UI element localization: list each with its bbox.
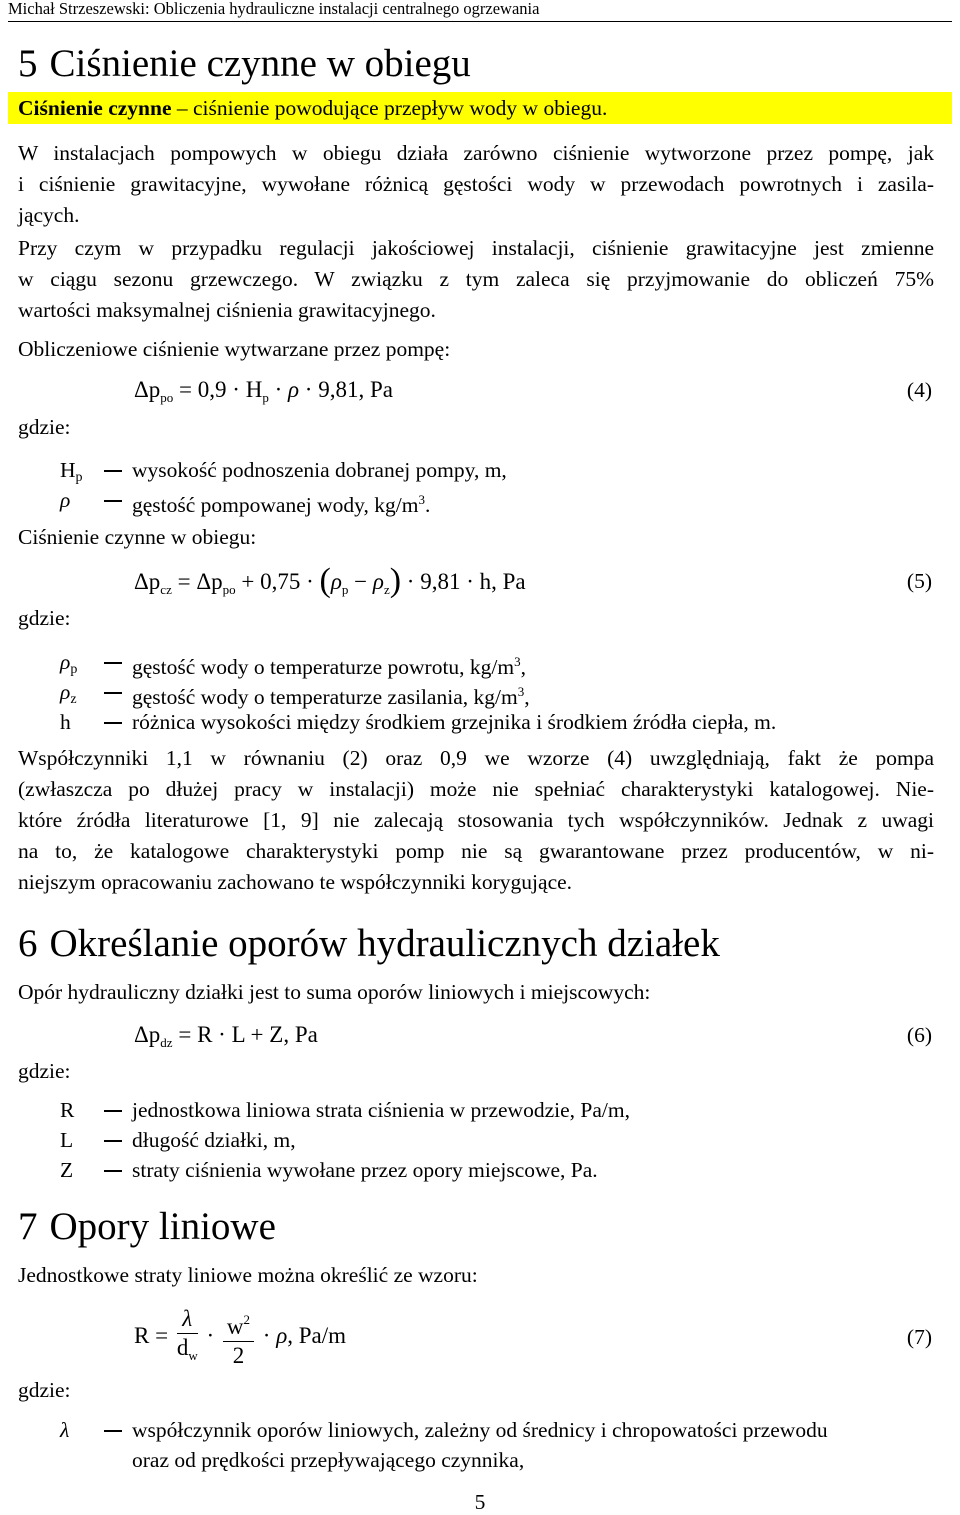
- gdzie-label: gdzie:: [18, 1059, 71, 1083]
- coefficient: 0,75: [260, 569, 301, 594]
- variable: R: [197, 1022, 213, 1047]
- definition-text: oraz od prędkości przepływającego czynnika,: [132, 1448, 525, 1472]
- variable: p: [148, 1022, 161, 1047]
- paragraph-line: W instalacjach pompowych w obiegu działa zarówno ciśnienie wytworzone przez pompę, jak: [18, 141, 934, 165]
- definition-symbol: [60, 485, 70, 515]
- lambda-symbol: λ: [182, 1306, 193, 1331]
- text: .: [424, 493, 431, 517]
- equation-number: (6): [906, 1023, 932, 1047]
- operator: ·: [304, 377, 313, 402]
- dash: [104, 722, 122, 724]
- equation-7: [134, 1305, 346, 1370]
- dash: [104, 1140, 122, 1142]
- paragraph-line: Współczynniki 1,1 w równaniu (2) oraz 0,9 we wzorze (4) uwzględniają, fakt że pompa: [18, 746, 934, 770]
- symbol-text: ρ: [60, 680, 71, 704]
- variable: p: [211, 569, 223, 594]
- equation-4: [134, 375, 393, 413]
- rho-symbol: ρ: [330, 569, 342, 594]
- definition-text: długość działki, m,: [132, 1128, 296, 1152]
- subscript: cz: [160, 582, 172, 597]
- definition-row: [0, 677, 960, 707]
- lead-active-pressure: Ciśnienie czynne w obiegu:: [18, 525, 257, 549]
- variable: Z: [269, 1022, 284, 1047]
- delta-symbol: Δ: [196, 569, 212, 594]
- operator: +: [250, 1022, 264, 1047]
- definition-text: ciśnienie powodujące przepływ wody w obiegu.: [192, 96, 608, 120]
- definition-text: jednostkowa liniowa strata ciśnienia w przewodzie, Pa/m,: [132, 1098, 630, 1122]
- fraction-lambda-over-d: [177, 1305, 198, 1370]
- delta-symbol: Δ: [134, 1022, 149, 1047]
- section-number: 6: [18, 922, 38, 965]
- section-6-heading: [18, 922, 720, 966]
- equation-number: (5): [906, 569, 932, 593]
- parenthesis: (: [319, 562, 331, 599]
- section-number: 5: [18, 42, 38, 85]
- variable: H: [245, 377, 263, 402]
- superscript: 3: [517, 684, 525, 699]
- dash: [104, 692, 122, 694]
- symbol-text: H: [60, 458, 76, 482]
- parenthesis: ): [389, 562, 402, 599]
- definition-row: [0, 455, 960, 485]
- subscript: p: [341, 582, 349, 597]
- text: ,: [520, 655, 527, 679]
- definition-row: [0, 1095, 960, 1125]
- subscript: z: [70, 692, 77, 707]
- variable: w: [226, 1313, 244, 1339]
- subscript: dz: [160, 1035, 173, 1050]
- variable: p: [148, 569, 161, 594]
- constant: 9,81: [318, 377, 359, 402]
- definition-row: [0, 485, 960, 515]
- running-header: Michał Strzeszewski: Obliczenia hydrauliczne instalacji centralnego ogrzewania: [8, 0, 952, 22]
- denominator: 2: [232, 1342, 245, 1368]
- definition-text: straty ciśnienia wywołane przez opory miejscowe, Pa.: [132, 1158, 598, 1182]
- operator: +: [241, 569, 255, 594]
- definition-row: [0, 1125, 960, 1155]
- operator: =: [178, 1022, 192, 1047]
- subscript: z: [383, 582, 390, 597]
- superscript: 2: [243, 1311, 251, 1327]
- unit: , Pa: [358, 377, 393, 402]
- section-7-heading: [18, 1205, 276, 1249]
- definition-term: Ciśnienie czynne: [18, 96, 172, 120]
- variable: p: [148, 377, 161, 402]
- unit: , Pa: [283, 1022, 318, 1047]
- symbol-text: ρ: [60, 650, 71, 674]
- lead-pump-pressure: Obliczeniowe ciśnienie wytwarzane przez pompę:: [18, 337, 451, 361]
- paragraph-line: wartości maksymalnej ciśnienia grawitacyjnego.: [18, 298, 436, 322]
- definition-text: współczynnik oporów liniowych, zależny od średnicy i chropowatości przewodu: [132, 1418, 828, 1442]
- definitions-eq4: [0, 455, 960, 515]
- dash: [104, 662, 122, 664]
- definitions-eq7: [0, 1415, 960, 1475]
- fraction-w2-over-2: [223, 1306, 254, 1370]
- definition-symbol: Z: [60, 1158, 74, 1182]
- operator: =: [179, 377, 193, 402]
- dash: [104, 470, 122, 472]
- text: ,: [524, 685, 530, 709]
- coefficient: 0,9: [197, 377, 227, 402]
- delta-symbol: Δ: [134, 569, 149, 594]
- definition-text: różnica wysokości między środkiem grzejnika i środkiem źródła ciepła, m.: [132, 710, 777, 734]
- section-title: Ciśnienie czynne w obiegu: [49, 42, 471, 85]
- definition-dash: –: [176, 96, 193, 120]
- paragraph-line: które źródła literaturowe [1, 9] nie zalecają stosowania tych współczynników. Jednak z uwagi: [18, 808, 934, 832]
- definition-row: [0, 647, 960, 677]
- text: gęstość pompowanej wody, kg/m: [132, 493, 419, 517]
- variable: R: [134, 1322, 150, 1348]
- paragraph-line: Przy czym w przypadku regulacji jakościowej instalacji, ciśnienie grawitacyjne jest zmienne: [18, 236, 934, 260]
- lead-resistance: Opór hydrauliczny działki jest to suma oporów liniowych i miejscowych:: [18, 980, 651, 1004]
- symbol-text: λ: [60, 1418, 70, 1442]
- equation-6: [134, 1020, 318, 1058]
- definition-text: wysokość podnoszenia dobranej pompy, m,: [132, 458, 507, 482]
- delta-symbol: Δ: [134, 377, 149, 402]
- equation-5: [134, 562, 526, 605]
- section-title: Określanie oporów hydraulicznych działek: [49, 922, 720, 965]
- text: gęstość wody o temperaturze powrotu, kg/m: [132, 655, 515, 679]
- rho-symbol: ρ: [276, 1322, 288, 1348]
- gdzie-label: gdzie:: [18, 606, 71, 630]
- gdzie-label: gdzie:: [18, 1378, 71, 1402]
- subscript: p: [70, 662, 78, 677]
- definition-text: [132, 485, 430, 520]
- paragraph-line: jących.: [18, 203, 80, 227]
- definition-symbol: R: [60, 1098, 75, 1122]
- section-title: Opory liniowe: [49, 1205, 276, 1248]
- operator: −: [354, 569, 368, 594]
- subscript: po: [222, 582, 236, 597]
- definition-symbol: [60, 1415, 69, 1445]
- superscript: 3: [418, 492, 425, 507]
- definition-symbol: L: [60, 1128, 74, 1152]
- definitions-eq6: [0, 1095, 960, 1185]
- operator: ·: [466, 569, 474, 594]
- definition-row-continued: [0, 1445, 960, 1475]
- text: gęstość wody o temperaturze zasilania, kg/m: [132, 685, 518, 709]
- subscript: p: [75, 470, 83, 485]
- definition-row: [0, 1155, 960, 1185]
- paragraph-coefficients: [18, 743, 934, 898]
- rho-symbol: ρ: [372, 569, 384, 594]
- equation-number: (7): [906, 1325, 932, 1349]
- symbol-text: ρ: [60, 488, 71, 512]
- operator: ·: [218, 1022, 226, 1047]
- unit: , Pa: [491, 569, 526, 594]
- paragraph-line: i ciśnienie grawitacyjne, wywołane różnicą gęstości wody w przewodach powrotnych i zasila-: [18, 172, 934, 196]
- paragraph-line: w ciągu sezonu grzewczego. W związku z tym zaleca się przyjmowanie do obliczeń 75%: [18, 267, 934, 291]
- rho-symbol: ρ: [288, 377, 300, 402]
- definition-box: [8, 92, 952, 124]
- gdzie-label: gdzie:: [18, 415, 71, 439]
- section-5-heading: [18, 42, 471, 86]
- definition-row: [0, 707, 960, 737]
- definition-symbol: h: [60, 710, 71, 734]
- definition-row: [0, 1415, 960, 1445]
- subscript: p: [262, 390, 269, 405]
- operator: =: [155, 1322, 169, 1348]
- operator: ·: [274, 377, 283, 402]
- variable: d: [176, 1335, 189, 1360]
- variable: L: [231, 1022, 245, 1047]
- variable: h: [479, 569, 492, 594]
- paragraph-line: (zwłaszcza po dłużej pracy w instalacji) może nie spełniać charakterystyki katalogowej. Nie-: [18, 777, 934, 801]
- paragraph-pump-gravity: [18, 138, 934, 231]
- paragraph-line: niejszym opracowaniu zachowano te współczynniki korygujące.: [18, 870, 573, 894]
- definitions-eq5: [0, 647, 960, 737]
- dash: [104, 500, 122, 502]
- operator: ·: [306, 569, 314, 594]
- paragraph-line: na to, że katalogowe charakterystyki pomp nie są gwarantowane przez producentów, w ni-: [18, 839, 934, 863]
- operator: ·: [406, 569, 415, 594]
- unit: , Pa/m: [287, 1322, 347, 1348]
- subscript: po: [160, 390, 174, 405]
- operator: ·: [232, 377, 240, 402]
- operator: =: [177, 569, 191, 594]
- page-number: 5: [474, 1490, 486, 1514]
- paragraph-regulation: [18, 233, 934, 326]
- subscript: w: [188, 1348, 198, 1363]
- dash: [104, 1170, 122, 1172]
- dash: [104, 1110, 122, 1112]
- operator: ·: [262, 1322, 271, 1348]
- superscript: 3: [514, 654, 521, 669]
- section-number: 7: [18, 1205, 38, 1248]
- equation-number: (4): [906, 378, 932, 402]
- dash: [104, 1430, 122, 1432]
- constant: 9,81: [420, 569, 461, 594]
- lead-linear-losses: Jednostkowe straty liniowe można określić ze wzoru:: [18, 1263, 478, 1287]
- operator: ·: [206, 1322, 215, 1348]
